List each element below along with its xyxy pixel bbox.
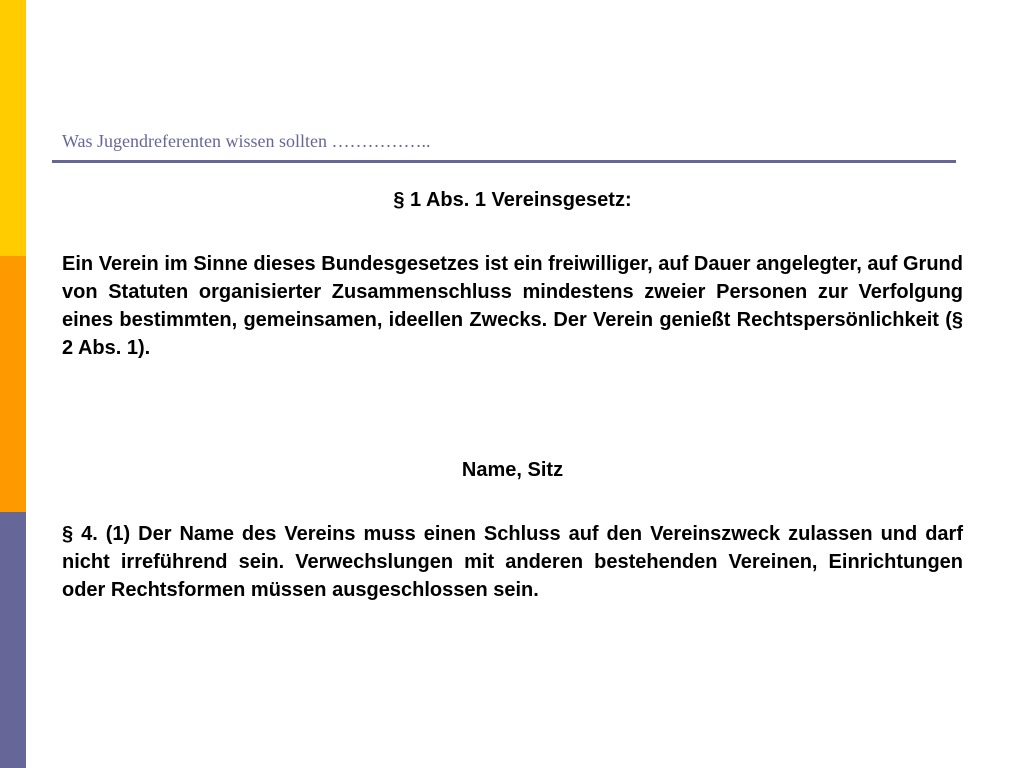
slide-content xyxy=(62,186,963,604)
paragraph-verein-definition: Ein Verein im Sinne dieses Bundesgesetzes ist ein freiwilliger, auf Dauer angelegter, auf Grund von Statuten organisierter Zusammenschluss mindestens zweier Personen zur Verfolgung eines bestimmten, gemeinsamen, ideellen Zwecks. Der Verein genießt Rechtspersönlichkeit (§ 2 Abs. 1). xyxy=(62,253,963,359)
section-heading-name-sitz: Name, Sitz xyxy=(461,459,564,481)
section-heading-vereinsgesetz: § 1 Abs. 1 Vereinsgesetz: xyxy=(393,189,632,211)
side-bar-orange-segment xyxy=(0,256,26,512)
paragraph-vereinsname: § 4. (1) Der Name des Vereins muss einen Schluss auf den Vereinszweck zulassen und darf nicht irreführend sein. Verwechslungen mit anderen bestehenden Vereinen, Einrichtungen oder Rechtsformen müssen ausgeschlossen sein. xyxy=(62,523,963,601)
slide-header-title: Was Jugendreferenten wissen sollten …………….. xyxy=(62,131,431,151)
side-bar-purple-segment xyxy=(0,512,26,768)
decorative-side-bar xyxy=(0,0,26,768)
header-divider xyxy=(52,160,956,163)
side-bar-yellow-segment xyxy=(0,0,26,256)
